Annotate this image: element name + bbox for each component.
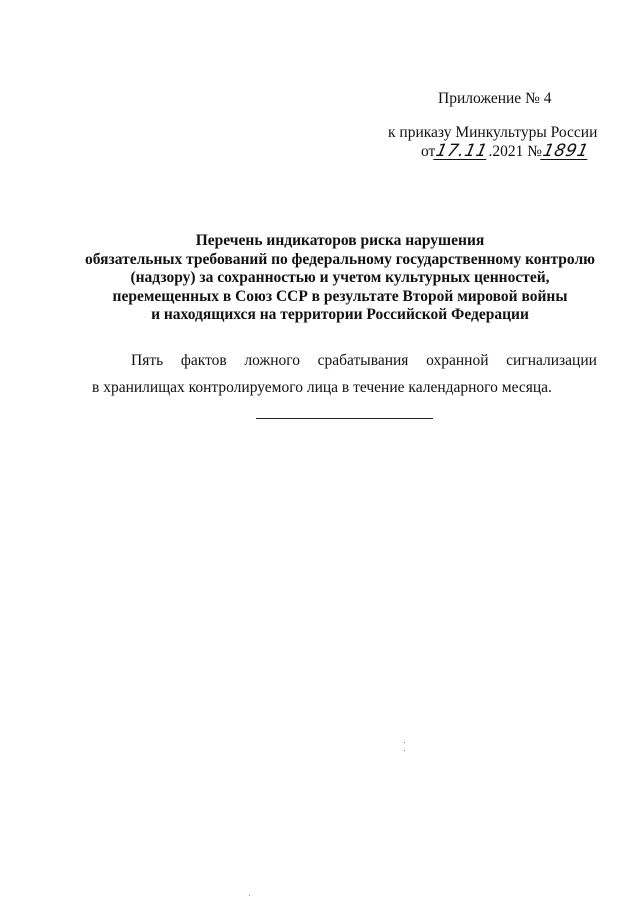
paragraph-word: фактов	[180, 352, 227, 369]
title-line: (надзору) за сохранностью и учетом культурных ценностей,	[130, 269, 550, 286]
paragraph-word: срабатывания	[317, 352, 409, 369]
paragraph-word: охранной	[426, 352, 489, 369]
paragraph-line-1	[131, 352, 597, 370]
date-year: .2021	[488, 143, 524, 160]
paragraph-word: сигнализации	[506, 352, 597, 369]
paragraph-word: Пять	[131, 352, 164, 369]
number-prefix: №	[523, 143, 543, 160]
scan-speck	[404, 750, 405, 751]
title-line: Перечень индикаторов риска нарушения	[195, 232, 485, 249]
scan-speck	[249, 895, 250, 896]
closing-divider	[256, 418, 433, 419]
title-line: обязательных требований по федеральному государственному контролю	[85, 250, 595, 268]
appendix-label: Приложение № 4	[438, 90, 552, 107]
scan-speck	[404, 742, 405, 743]
title-line: и находящихся на территории Российской Федерации	[151, 306, 529, 323]
handwritten-order-number: 1891	[541, 141, 591, 161]
paragraph-line-2: в хранилищах контролируемого лица в течение календарного месяца.	[92, 379, 552, 396]
order-date-line	[421, 143, 589, 161]
handwritten-date: 17.11	[434, 141, 490, 161]
paragraph-word: ложного	[244, 352, 300, 369]
order-reference: к приказу Минкультуры России	[388, 124, 598, 141]
document-title	[60, 232, 620, 325]
title-line: перемещенных в Союз ССР в результате Второй мировой войны	[112, 287, 568, 305]
date-prefix: от	[421, 143, 436, 160]
